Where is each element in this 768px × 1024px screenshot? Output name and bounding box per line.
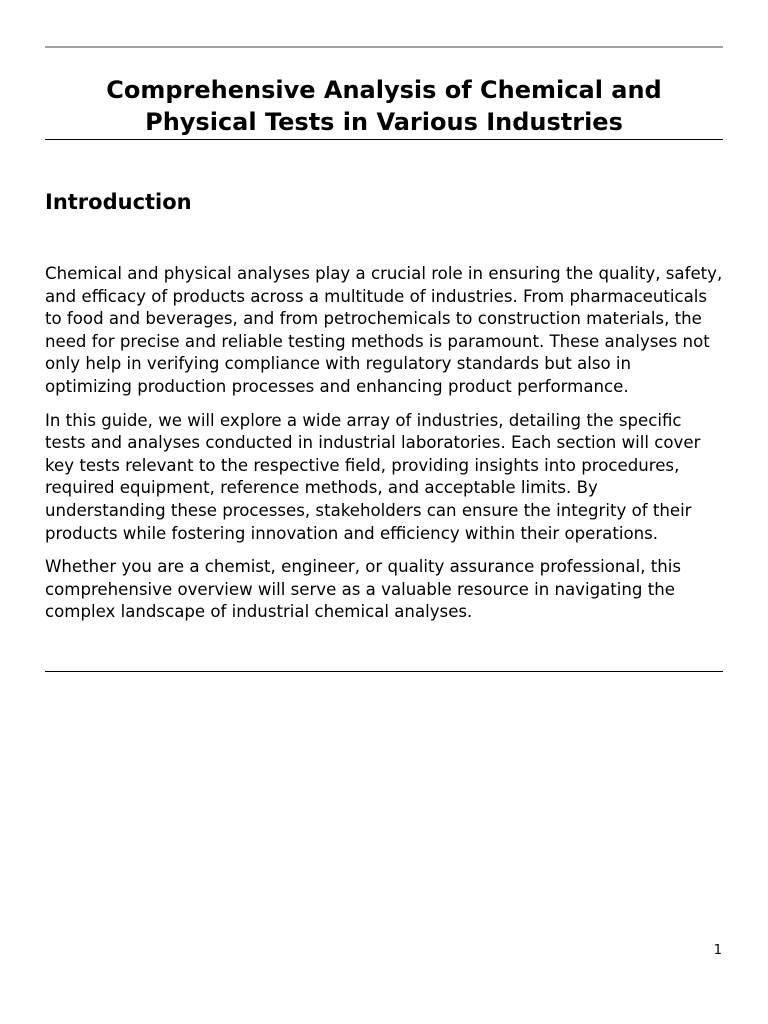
title-line-1: Comprehensive Analysis of Chemical and xyxy=(106,76,662,104)
document-page xyxy=(45,0,723,1024)
paragraph-1: Chemical and physical analyses play a crucial role in ensuring the quality, safety, and efficacy of products across a multitude of industries. From pharmaceuticals to food and beverages, and from petrochemicals to construction materials, the need for precise and reliable testing methods is paramount. These analyses not only help in verifying compliance with regulatory standards but also in optimizing production processes and enhancing product performance. xyxy=(45,264,723,396)
title-divider xyxy=(45,139,723,140)
introduction-body xyxy=(45,263,723,624)
bottom-divider xyxy=(45,671,723,672)
section-heading-introduction: Introduction xyxy=(45,190,192,214)
paragraph-2: In this guide, we will explore a wide array of industries, detailing the specific tests and analyses conducted in industrial laboratories. Each section will cover key tests relevant to the respective field, providing insights into procedures, required equipment, reference methods, and acceptable limits. By understanding these processes, stakeholders can ensure the integrity of their products while fostering innovation and efficiency within their operations. xyxy=(45,410,701,543)
document-title xyxy=(45,74,723,138)
title-line-2: Physical Tests in Various Industries xyxy=(145,108,623,136)
top-divider xyxy=(45,46,723,48)
page-number: 1 xyxy=(713,943,722,958)
paragraph-3: Whether you are a chemist, engineer, or quality assurance professional, this comprehensive overview will serve as a valuable resource in navigating the complex landscape of industrial chemical analyses. xyxy=(45,557,682,622)
